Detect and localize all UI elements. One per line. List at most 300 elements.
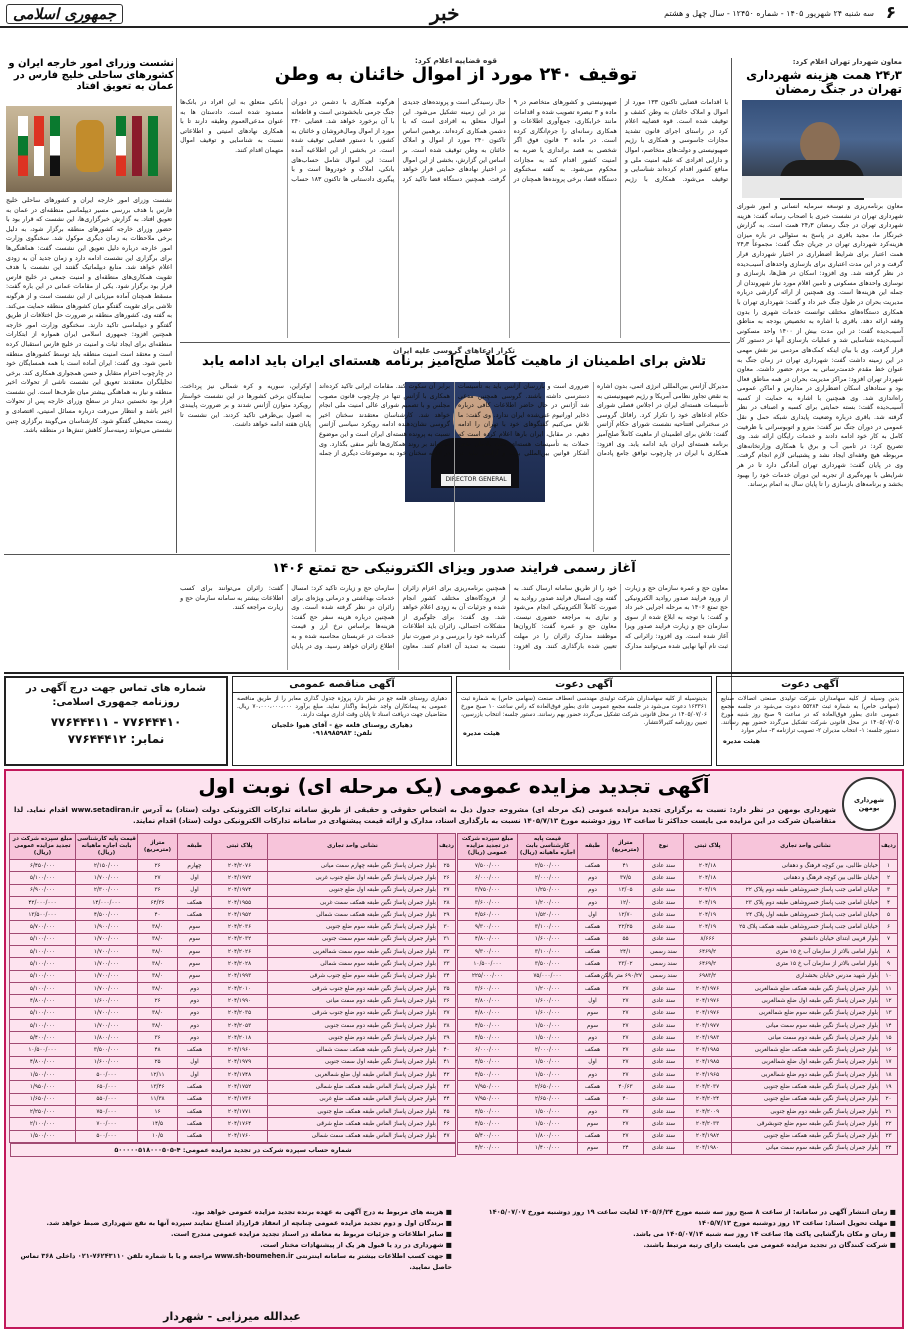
auction-table-cell: همکف (578, 1093, 608, 1105)
story-tehran-kicker: معاون شهردار تهران اعلام کرد: (792, 58, 902, 66)
auction-note: ■ برندگان اول و دوم تجدید مزایده عمومی چنانچه از انعقاد قرارداد امتناع نمایند سپرده آنها به نفع شهرداری ضبط خواهد شد. (46, 1219, 452, 1227)
auction-table-row (10, 921, 456, 933)
auction-table-cell: ۲۰۴/۲۰۲۶ (212, 946, 268, 958)
auction-table-cell: ۴/۵۶۰/۰۰۰ (458, 909, 518, 921)
auction-table-cell: بلوار جمران پاساژ نگین طبقه اول ضلع شمالغربی (732, 995, 880, 1007)
grossi-photo: DIRECTOR GENERAL (405, 382, 545, 502)
auction-table-cell: همکف (578, 970, 608, 982)
auction-table-cell: ۲۰۴/۲۰۲۸ (212, 958, 268, 970)
story-tehran-body: معاون برنامه‌ریزی و توسعه سرمایه انسانی و امور شورای شهرداری تهران در نشست خبری با اصحاب رسانه گفت: هزینه شهرداری تهران در جنگ رمضان ۲۴٫۳ همت است. به گزارش خبرنگار ما، مجید باقری در پاسخ به سئوالی در باره میزان هزینه‌کرد شهرداری تهران در جریان جنگ گفت: مجموعاً ۲۴٫۳ همت اعتبار برای شرایط اضطراری در اختیار شهرداری قرار گرفت و در این مدت اعتباری برای بازسازی واحدهای آسیب‌دیده در نظر گرفته شد. وی افزود: اسکان در هتل‌ها، بازسازی و نوسازی واحدهای مسکونی و تامین اقلام مورد نیاز شهروندان از جمله این هزینه‌ها است. وی همچنین از ارائه گزارشی درباره مدیریت بحران در طول جنگ خبر داد و گفت: شهرداری تهران با همکاری دستگاه‌های مختلف توانست خدمات شهری را بدون وقفه ارائه دهد. باقری با اشاره به تخصیص بودجه به مناطق آسیب‌دیده گفت: در این مدت بیش از ۱۴۰۰ واحد مسکونی آسیب‌دیده شناسایی شد و عملیات بازسازی آنها در دستور کار قرار گرفت. وی با بیان اینکه کمک‌های مردمی نیز نقش مهمی در این زمینه داشت گفت: شهرداری تهران در زمان جنگ به عنوان خط مقدم خدمت‌رسانی به مردم حضور داشت. معاون شهردار تهران افزود: مراکز مدیریت بحران در همه مناطق فعال بود و ستادهای اسکان اضطراری در مدارس و اماکن عمومی راه‌اندازی شد. وی همچنین با اشاره به حمایت از کسبه آسیب‌دیده گفت: بسته حمایتی برای کسبه و اصناف در نظر گرفته شد. باقری درباره وضعیت پایداری شبکه حمل و نقل عمومی در دوران جنگ نیز گفت: مترو و اتوبوسرانی با ظرفیت کامل به کار خود ادامه دادند و خدمات رایگان ارائه شد. وی تصریح کرد: در تامین آب و برق با همکاری وزارتخانه‌های مربوطه هیچ وقفه‌ای ایجاد نشد و پشتیبانی لازم انجام گرفت. وی در پایان گفت: شهرداری تهران آمادگی دارد تا در هر شرایطی با بهره‌گیری از تجربه این دوران خدمات خود را بهبود بخشد و برنامه‌های بازسازی را تا پایان سال به اتمام برساند. (737, 203, 903, 489)
auction-table-cell: اول (178, 1056, 212, 1068)
section-title: خبر (430, 1, 460, 25)
auction-table-cell: ۲۰۴/۱۹۸۳ (684, 1032, 732, 1044)
auction-table-cell: ۲۷ (608, 1069, 644, 1081)
auction-table-cell: ۲۰۴/۱۹۸۵ (684, 1056, 732, 1068)
auction-table-row (10, 1130, 456, 1142)
auction-table-cell: خیابان امامی جنب پاساژ خسروشاهی طبقه اول پلاک ۲۴ (732, 909, 880, 921)
auction-table-cell: ۱/۷۰۰/۰۰۰ (76, 872, 138, 884)
auction-table-row (458, 909, 898, 921)
auction-table-cell: ۲۲۵/۰۰۰/۰۰۰ (458, 970, 518, 982)
newspaper-logo: جمهوری اسلامی (6, 4, 123, 24)
auction-table-cell: ۱۴/۰۰۰/۰۰۰ (76, 896, 138, 908)
auction-table-cell: بلوار جمران پاساژ الماس طبقه همکف سمت شمالی (268, 1130, 438, 1142)
auction-table-cell: ۱/۶۰۰/۰۰۰ (518, 995, 578, 1007)
auction-table-cell: ۲/۶۵۰/۰۰۰ (518, 1081, 578, 1093)
auction-table-cell: ۲۰۴/۲۰۵۳ (212, 1019, 268, 1031)
auction-table-cell: ۳/۵۰۰/۰۰۰ (518, 958, 578, 970)
auction-table-cell: ۲۶ (438, 872, 456, 884)
auction-table-cell: ۲۵ (438, 860, 456, 872)
auction-table-cell: ۹/۳۰۰/۰۰۰ (458, 946, 518, 958)
auction-table-cell: ۳۸/۰ (138, 1007, 178, 1019)
ad-tender-title: آگهی مناقصه عمومی (233, 677, 451, 693)
auction-table-cell: ۲۰۴/۱۹۷۴ (212, 884, 268, 896)
auction-table-cell: ۱/۵۰۰/۰۰۰ (518, 1118, 578, 1130)
ad-contact-fax: نمابر: ۷۷۶۴۴۴۱۲ (67, 732, 165, 746)
auction-table-cell: ۱۹ (880, 1081, 898, 1093)
auction-table-cell: ۱/۵۰۰/۰۰۰ (518, 1032, 578, 1044)
auction-table-cell: ۱۰/۵۰۰/۰۰۰ (10, 1044, 76, 1056)
auction-table-row (458, 860, 898, 872)
auction-table-cell: ۴/۵۰۰/۰۰۰ (76, 909, 138, 921)
auction-table-row (458, 995, 898, 1007)
auction-table-cell: ۷ (880, 933, 898, 945)
auction-table-cell: سند رسمی (644, 958, 684, 970)
auction-header-cell: نشانی واحد تجاری (732, 834, 880, 860)
auction-table-cell: ۲۰۴/۲۰۳۶ (212, 921, 268, 933)
auction-table-cell: بلوار جمران پاساژ نگین طبقه دوم ضلع جنوبی (268, 1032, 438, 1044)
auction-table-cell: ۵/۱۰۰/۰۰۰ (10, 982, 76, 994)
auction-table-row (10, 1093, 456, 1105)
auction-table-cell: ۱/۵۲۰/۰۰۰ (518, 909, 578, 921)
auction-table-cell: بلوار جمران پاساژ الماس طبقه اول ضلع شمالغربی (268, 1069, 438, 1081)
auction-note: ■ زمان انتشار آگهی در سامانه: از ساعت ۸ صبح روز سه شنبه مورخ ۱۴۰۵/۶/۲۴ لغایت ساعت ۱۹ روز دوشنبه مورخ ۱۴۰۵/۰۷/۰۷ (488, 1208, 896, 1216)
auction-table-cell: سوم (578, 1019, 608, 1031)
auction-table-cell: سوم (578, 1142, 608, 1154)
auction-table-cell: ۲۶ (138, 995, 178, 1007)
story-iaea-kicker: تکرار ادعاهای گروسی علیه ایران (393, 346, 515, 355)
auction-table-cell: ۲۰۴/۲۰۳۵ (212, 1007, 268, 1019)
auction-table-cell: همکف (178, 1093, 212, 1105)
auction-table-cell: ۲/۶۵۰/۰۰۰ (518, 1093, 578, 1105)
auction-table-cell: بلوار جمران پاساژ نگین طبقه سوم سمت شمالغربی (268, 946, 438, 958)
story-judiciary (186, 56, 726, 94)
auction-table-cell: بلوار جمران پاساژ نگین طبقه دوم ضلع جنوب شرقی (268, 982, 438, 994)
auction-table-cell: بلوار جمران پاساژ الماس طبقه همکف ضلع جنوبی (268, 1105, 438, 1117)
auction-table-cell: ۲۷ (608, 1032, 644, 1044)
auction-table-cell: ۳۴ (438, 970, 456, 982)
auction-table-cell: ۱۰ (880, 970, 898, 982)
auction-table-cell: ۱۲ (880, 995, 898, 1007)
auction-table-cell: ۴۲ (438, 1069, 456, 1081)
auction-table-cell: ۲۷ (608, 995, 644, 1007)
auction-table-cell: ۳/۶۰۰/۰۰۰ (458, 982, 518, 994)
auction-table-cell: ۲۰۴/۱۷۵۲ (212, 1081, 268, 1093)
auction-table-cell: ۵ (880, 909, 898, 921)
auction-table-cell: همکف (578, 860, 608, 872)
auction-table-cell: بلوار جمران پاساژ نگین طبقه دوم سمت میانی (268, 995, 438, 1007)
auction-table-cell: ۱/۹۰۰/۰۰۰ (76, 921, 138, 933)
auction-table-cell: همکف (578, 958, 608, 970)
auction-table-cell: ۵/۷۰۰/۰۰۰ (10, 921, 76, 933)
auction-table-cell: ۴۰ (138, 909, 178, 921)
auction-table-cell: همکف (178, 1130, 212, 1142)
auction-table-cell: خیابان امامی جنب پاساژ خسروشاهی طبقه دوم پلاک ۲۲ (732, 884, 880, 896)
auction-table-row (10, 1032, 456, 1044)
auction-table-cell: ۲۰۴/۱۹۸۵ (684, 1044, 732, 1056)
auction-table-cell: بلوار جمران پاساژ نگین طبقه اول سمت جنوبی (268, 1056, 438, 1068)
auction-table-cell: ۷۵۰/۰۰۰ (76, 1105, 138, 1117)
auction-note: ■ زمان و مکان بازگشایی پاکت ها: ساعت ۱۴ روز سه شنبه ۱۴۰۵/۰۷/۱۴ می باشد. (633, 1230, 896, 1238)
auction-table-cell: ۸ (880, 946, 898, 958)
auction-table-cell: ۱/۲۰۰/۰۰۰ (518, 896, 578, 908)
auction-table-cell: ۶/۰۰۰/۰۰۰ (458, 872, 518, 884)
auction-table-cell: ۵/۱۰۰/۰۰۰ (10, 1019, 76, 1031)
auction-table-cell: ۱۶ (880, 1044, 898, 1056)
auction-table-row (458, 1019, 898, 1031)
auction-table-cell: ۲۰۴/۱۷۴۸ (212, 1069, 268, 1081)
auction-table-cell: بلوار جمران پاساژ نگین طبقه دوم ضلع جنوب شرقی (268, 1007, 438, 1019)
auction-table-row (10, 896, 456, 908)
auction-note: ■ هزینه های مربوط به درج آگهی به عهده برنده تجدید مزایده عمومی خواهد بود. (191, 1208, 452, 1216)
auction-table-cell: بلوار جمران پاساژ الماس طبقه همکف ضلع شمالی (268, 1081, 438, 1093)
auction-notes-right (456, 1207, 896, 1251)
auction-table-cell: خیابان طالبی بین کوچه فرهنگ و دهقانی (732, 872, 880, 884)
auction-table-cell: ۲۰۴/۱۹۶۰ (212, 1044, 268, 1056)
auction-table-row (458, 896, 898, 908)
auction-table-cell: ۱/۶۵۰/۰۰۰ (10, 1093, 76, 1105)
auction-table-cell: سند عادی (644, 860, 684, 872)
auction-table-row (458, 958, 898, 970)
auction-table-cell: ۱/۶۰۰/۰۰۰ (76, 1056, 138, 1068)
auction-table-cell: ۶۴/۳۶ (138, 896, 178, 908)
auction-table-cell: بلوار جمران پاساژ نگین طبقه همکف سمت شمالی (268, 909, 438, 921)
auction-table-cell: ۴/۵۰۰/۰۰۰ (458, 1032, 518, 1044)
auction-table-cell: ۲۰۴/۱۷۳۶ (212, 1093, 268, 1105)
auction-table-cell: ۲۰۴/۱۹۸۲ (684, 1130, 732, 1142)
auction-header-cell: قیمت پایه کارشناسی بابت اجاره ماهیانه (ریال) (76, 834, 138, 860)
auction-table-cell: ۲۷ (608, 1007, 644, 1019)
auction-table-cell: ۱/۲۵۰/۰۰۰ (518, 884, 578, 896)
auction-table-cell: ۷۰۰/۰۰۰ (76, 1118, 138, 1130)
auction-table-cell: سند عادی (644, 896, 684, 908)
auction-table-cell: ۵/۱۰۰/۰۰۰ (10, 958, 76, 970)
auction-table-cell: سند عادی (644, 884, 684, 896)
auction-table-cell: ۷/۵۰۰/۰۰۰ (458, 860, 518, 872)
auction-table-cell: ۴/۸۰۰/۰۰۰ (458, 995, 518, 1007)
auction-header-cell: طبقه (178, 834, 212, 860)
auction-table-cell: ۱/۶۰۰/۰۰۰ (518, 1007, 578, 1019)
page-header (0, 0, 908, 28)
auction-table-row (10, 909, 456, 921)
auction-table-cell: ۲۷ (608, 1118, 644, 1130)
story-judiciary-body: با اقدامات قضایی تاکنون ۱۳۳ مورد از اموال و املاک خائنان به وطن کشف و توقیف شده است. قوه قضاییه اعلام کرد در راستای اجرای قانون تشدید مجازات جاسوسی و همکاری با رژیم صهیونیستی و دولت‌های متخاصم، اموال و دارایی افرادی که علیه امنیت ملی و منافع کشور اقدام کرده‌اند شناسایی و توقیف می‌شود. همکاری با رژیم صهیونیستی و کشورهای متخاصم در ۹ ماده و ۳ تبصره تصویب شده و اقدامات مانند خرابکاری، جمع‌آوری اطلاعات و همکاری رسانه‌ای را جرم‌انگاری کرده است. در ماده ۳ قانون فوق اگر شخصی به قصد براندازی یا ضربه به امنیت کشور اقدام کند به مجازات محکوم می‌شود. به گفته سخنگوی دستگاه قضا، برخی پرونده‌ها همچنان در حال رسیدگی است و پرونده‌های جدیدی نیز در این زمینه تشکیل می‌شود. این اموال متعلق به افرادی است که با دشمن همکاری کرده‌اند. برهمین اساس تاکنون ۲۴۰ مورد از اموال و املاک خائنان به وطن توقیف شده است. بر اساس این گزارش، بخشی از این اموال در اختیار نهادهای حمایتی قرار خواهد گرفت. همچنین دستگاه قضا تاکید کرد هرگونه همکاری با دشمن در دوران جنگ جرمی نابخشودنی است و قاطعانه با آن برخورد خواهد شد. قضایی ۲۴۰ مورد از اموال ومال‌فروشان و خائنان به کشور، با دستور قضایی توقیف شده است. در بخشی از این اطلاعیه آمده است: این اموال شامل حساب‌های بانکی، املاک و خودروها است و با پیگیری دادستانی ها تاکنون ۱۸۳ حساب بانکی متعلق به این افراد در بانک‌ها مسدود شده است. دادستان ها به عنوان مدعی‌العموم وظیفه دارند تا با همکاری نهادهای امنیتی و اطلاعاتی نسبت به شناسایی و توقیف اموال متهمان اقدام کنند. (180, 99, 728, 183)
auction-table-cell: چهارم (178, 860, 212, 872)
auction-table-row (458, 1069, 898, 1081)
story-iaea-body: مدیرکل آژانس بین‌المللی انرژی اتمی، بدون اشاره به نقض تجاوز نظامی آمریکا و رژیم صهیونیستی به تأسیسات هسته‌ای ایران در اجلاس فصلی شورای حکام ادعاهای خود را تکرار کرد. رافائل گروسی در سخنرانی افتتاحیه نشست شورای حکام آژانس گفت: تلاش برای اطمینان از ماهیت کاملاً صلح‌آمیز برنامه هسته‌ای ایران باید ادامه یابد. وی افزود: همکاری با ایران در چارچوب توافق جامع پادمان ضروری است و بازرسان آژانس باید به تأسیسات دسترسی داشته باشند. گروسی همچنین مدعی شد آژانس در حال حاضر اطلاعات کافی درباره ذخایر اورانیوم غنی‌شده ایران ندارد. وی گفت: ما تلاش می‌کنیم گفتگوهای خود با تهران را ادامه دهیم. در مقابل، ایران بارها اعلام کرده است که حملات به تأسیسات هسته‌ای تحت پادمان نقض آشکار قوانین بین‌المللی بوده و آژانس نباید در برابر آن سکوت کند. مقامات ایرانی تاکید کرده‌اند همکاری با آژانس تنها در چارچوب قانون مصوب مجلس و با تصمیم شورای عالی امنیت ملی انجام خواهد شد. کارشناسان معتقدند سخنان اخیر گروسی نشان‌دهنده ادامه رویکرد سیاسی آژانس نسبت به پرونده هسته‌ای ایران است و این موضوع می‌تواند بر روند همکاری‌ها تأثیر منفی بگذارد. وی در ادامه سخنان خود به موضوعات دیگری از جمله اوکراین، سوریه و کره شمالی نیز پرداخت. نمایندگان برخی کشورها در این نشست خواستار رویکرد متوازن آژانس شدند و بر ضرورت پایبندی به اصول بی‌طرفی تاکید کردند. این نشست تا پایان هفته ادامه خواهد داشت. (180, 383, 728, 458)
deposit-account-note: شماره حساب سپرده شرکت در تجدید مزایده عمومی: ۴-۵۰۰۰۰۰۵۱۸۰۰۰۵۰۵ (10, 1143, 456, 1157)
auction-table-row (10, 958, 456, 970)
auction-table-row (10, 1118, 456, 1130)
ad-tender (232, 676, 452, 766)
mayor-signature: عبدالله میرزایی - شهردار (163, 1310, 301, 1323)
auction-table-cell: ۲/۱۵۰/۰۰۰ (76, 860, 138, 872)
auction-header-cell: مبلغ سپرده شرکت در تجدید مزایده عمومی (ریال) (10, 834, 76, 860)
auction-table-cell: سوم (578, 1007, 608, 1019)
auction-table-cell: بلوار جمران پاساژ نگین طبقه سوم ضلع جنوبشرقی (732, 1118, 880, 1130)
auction-table-cell: ۲۸ (438, 896, 456, 908)
auction-table-cell: بلوار جمران پاساژ نگین طبقه سوم سمت میانی (732, 1142, 880, 1154)
auction-intro: شهرداری بومهن در نظر دارد: نسبت به برگزاری تجدید مزایده عمومی (یک مرحله ای) مشروحه جدول ذیل به اشخاص حقوقی و حقیقی از طریق سامانه تدارکات الکترونیکی دولت (ستاد) به آدرس www.setadiran.ir اقدام نماید. لذا متقاضیان شرکت در این مزایده می بایست حداکثر تا ساعت ۱۳ روز دوشنبه مورخ ۱۴۰۵/۷/۱۳ نسبت به بارگذاری اسناد، مدارک و ارائه قیمت پیشنهادی در سامانه تدارکات الکترونیکی دولت (ستاد) اقدام نمایند. (14, 806, 836, 825)
auction-table-cell: دوم (578, 884, 608, 896)
auction-table-cell: سند رسمی (644, 970, 684, 982)
auction-table-cell: سند عادی (644, 909, 684, 921)
auction-table-cell: ۲۰۴/۱۹۷۲ (212, 872, 268, 884)
auction-table-cell: ۶۹۸۳/۲ (684, 970, 732, 982)
auction-table-cell: بلوار جمران پاساژ نگین طبقه همکف ضلع شمالغربی (732, 1044, 880, 1056)
auction-table-row (10, 1105, 456, 1117)
auction-table-cell: اول (178, 872, 212, 884)
auction-table-cell: ۳/۶۰۰/۰۰۰ (458, 896, 518, 908)
auction-table-cell: ۲۰۴/۱۹ (684, 909, 732, 921)
auction-table-cell: ۲۰۴/۱۹۷۹ (212, 1056, 268, 1068)
official-speaker-photo (742, 100, 902, 198)
auction-table-cell: ۱/۷۰۰/۰۰۰ (76, 970, 138, 982)
auction-table-cell: سند رسمی (644, 946, 684, 958)
auction-table-cell: ۳/۷۵۰/۰۰۰ (458, 884, 518, 896)
auction-table-cell: ۶۴۶۹/۲ (684, 958, 732, 970)
auction-table-cell: همکف (578, 1044, 608, 1056)
ad-invite-2-body: بدین وسیله از کلیه سهامداران شرکت تولیدی صنعتی اتصالات صنایع (سهامی خاص) به شماره ثبت ۵۵۲۸۴ دعوت می‌شود در جلسه مجمع عمومی عادی بطور فوق‌العاده که در ساعت ۹ صبح روز شنبه مورخ ۱۴۰۵/۰۷/۰۵ در محل قانونی شرکت تشکیل می‌گردد حضور بهم رسانند. دستور جلسه: ۱- انتخاب مدیران ۲- تصویب ترازنامه ۳- سایر موارد (721, 696, 899, 734)
auction-table-row (458, 1044, 898, 1056)
story-judiciary-title: توقیف ۲۴۰ مورد از اموال خائنان به وطن (274, 64, 638, 85)
auction-table-cell: ۱/۶۰۰/۰۰۰ (518, 933, 578, 945)
auction-table-cell: ۱/۷۰۰/۰۰۰ (76, 982, 138, 994)
auction-table-cell: ۳۰ (438, 921, 456, 933)
auction-table-cell: سند عادی (644, 1105, 684, 1117)
auction-table-cell: ۴۶ (438, 1118, 456, 1130)
auction-table-cell: ۲۱ (880, 1105, 898, 1117)
auction-table-cell: ۲۲/۲۵ (608, 921, 644, 933)
auction-table-cell: ۵/۱۰۰/۰۰۰ (10, 970, 76, 982)
story-judiciary-kicker: قوه قضاییه اعلام کرد: (414, 56, 498, 65)
ad-invite-1-title: آگهی دعوت (457, 677, 711, 693)
auction-table-cell: سند عادی (644, 1093, 684, 1105)
auction-table-row (458, 970, 898, 982)
auction-table-cell: همکف (578, 1130, 608, 1142)
auction-table-cell: ۳۸/۰ (138, 933, 178, 945)
auction-table-cell: خیابان طالبی، بین کوچه فرهنگ و دهقانی (732, 860, 880, 872)
auction-table-cell: ۵/۱۰۰/۰۰۰ (10, 933, 76, 945)
auction-table-cell: ۹ (880, 958, 898, 970)
auction-table-cell: ۹/۳۰۰/۰۰۰ (458, 921, 518, 933)
auction-table-cell: ۲/۱۰۰/۰۰۰ (10, 1118, 76, 1130)
ad-invite-2-sign: هیئت مدیره (723, 737, 761, 745)
auction-table-cell: ۳۶ (438, 995, 456, 1007)
auction-table-cell: همکف (178, 1044, 212, 1056)
auction-table-cell: ۲۰۴/۱۷۷۱ (212, 1105, 268, 1117)
auction-table-row (458, 1093, 898, 1105)
auction-table-cell: بلوار امامی بالاتر از سازمان آب خ ۱۵ متری (732, 958, 880, 970)
auction-table-row (10, 872, 456, 884)
auction-table-cell: بلوار جمران پاساژ نگین طبقه دوم سمت جنوبی (268, 1019, 438, 1031)
auction-table-cell: بلوار جمران پاساژ نگین طبقه سوم سمت شمالی (268, 958, 438, 970)
auction-table-cell: سوم (578, 1118, 608, 1130)
auction-table-cell: ۲۷ (608, 1056, 644, 1068)
auction-table-row (10, 970, 456, 982)
auction-table-cell: سند عادی (644, 1069, 684, 1081)
auction-table-cell: ۱۳/۰۵ (608, 884, 644, 896)
ad-tender-body: دهیاری روستای قلعه جغ در نظر دارد پروژه جدول گذاری معابر را از طریق مناقصه عمومی به پیمانکاران واجد شرایط واگذار نماید. مبلغ برآورد ۷۰،۰۰۰،۰۰۰،۰۰۰ ریال. متقاضیان جهت دریافت اسناد تا پایان وقت اداری مهلت دارند. (237, 696, 447, 718)
auction-table-cell: سند عادی (644, 1007, 684, 1019)
auction-table-cell: ۲۰۴/۲۰۱۰ (212, 982, 268, 994)
auction-table-cell: ۱۲/۰ (608, 896, 644, 908)
auction-table-cell: ۳ (880, 884, 898, 896)
auction-table-cell: ۲/۰۰۰/۰۰۰ (518, 872, 578, 884)
auction-table-row (458, 1081, 898, 1093)
auction-note: ■ جهت کسب اطلاعات بیشتر به سامانه اینترنتی www.sh-boumehen.ir مراجعه و یا با شماره تلفن ۷۶۲۴۳۱۱۰-۰۲۱ داخلی ۳۶۸ تماس حاصل نمایید. (20, 1252, 452, 1271)
auction-table-cell: همکف (578, 921, 608, 933)
auction-table-cell: ۱ (880, 860, 898, 872)
ad-invite-2 (716, 676, 904, 766)
auction-table-cell: ۶۹۰/۲۷ متر بالکن (608, 970, 644, 982)
auction-table-cell: ۱۲/۱۱ (138, 1069, 178, 1081)
auction-table-cell: ۳۸/۰ (138, 970, 178, 982)
auction-table-cell: ۳۷ (438, 1007, 456, 1019)
auction-table-cell: ۴۸ (138, 1044, 178, 1056)
auction-table-cell: ۷۵/۰۰۰/۰۰۰ (518, 970, 578, 982)
auction-table-cell: ۲۰۴/۱۹۷۶ (684, 982, 732, 994)
ad-contact-phones: ۷۷۶۴۴۴۱۰ - ۷۷۶۴۴۴۱۱ (50, 715, 182, 729)
auction-table-cell: ۴/۸۰۰/۰۰۰ (10, 995, 76, 1007)
auction-table-cell: ۲۰۴/۱۷۶۰ (212, 1130, 268, 1142)
auction-table-row (458, 1056, 898, 1068)
auction-note: ■ مهلت تحویل اسناد: ساعت ۱۳ روز دوشنبه مورخ ۱۴۰۵/۷/۱۳ (698, 1219, 896, 1227)
auction-table-cell: ۵۵۰/۰۰۰ (76, 1093, 138, 1105)
auction-table-cell: ۲۶ (138, 860, 178, 872)
flags-photo (6, 106, 172, 192)
auction-table-cell: ۴/۵۰۰/۰۰۰ (458, 1105, 518, 1117)
auction-table-cell: ۵/۱۰۰/۰۰۰ (10, 946, 76, 958)
auction-table-row (458, 933, 898, 945)
auction-header-cell: متراژ (مترمربع) (608, 834, 644, 860)
auction-table-cell: ۲۴ (880, 1142, 898, 1154)
auction-table-cell: ۴۳ (438, 1081, 456, 1093)
auction-table-cell: بلوار فریبی ابتدای خیابان دانشجو (732, 933, 880, 945)
ad-invite-2-title: آگهی دعوت (717, 677, 903, 693)
auction-table-row (10, 946, 456, 958)
auction-table-cell: سوم (178, 958, 212, 970)
auction-table-cell: ۲۷ (438, 884, 456, 896)
auction-table-cell: ۴۱ (608, 860, 644, 872)
auction-table-row (10, 1019, 456, 1031)
auction-table-cell: ۳۲ (438, 946, 456, 958)
auction-table-cell: ۳۱ (438, 933, 456, 945)
auction-table-cell: ۴/۸۰۰/۰۰۰ (10, 1056, 76, 1068)
auction-table-row (458, 1105, 898, 1117)
auction-table-cell: ۳۸/۰ (138, 946, 178, 958)
auction-table-cell: ۴ (880, 896, 898, 908)
issue-date-line: سه شنبه ۲۴ شهریور ۱۴۰۵ - شماره ۱۲۴۵۰ - سال چهل و هشتم (664, 8, 874, 18)
auction-table-cell: همکف (178, 909, 212, 921)
ad-invite-1 (456, 676, 712, 766)
auction-table-cell: ۲۰ (880, 1093, 898, 1105)
auction-table-cell: سند عادی (644, 982, 684, 994)
auction-table-row (458, 921, 898, 933)
auction-table-cell: ۴۰ (608, 1093, 644, 1105)
auction-table-cell: ۴/۵۰۰/۰۰۰ (458, 1056, 518, 1068)
auction-table-cell: ۲۰۴/۱۸ (684, 872, 732, 884)
auction-header-cell: پلاک ثبتی (212, 834, 268, 860)
auction-table-cell: ۶ (880, 921, 898, 933)
auction-table-cell: اول (178, 884, 212, 896)
auction-table-cell: ۱/۵۰۰/۰۰۰ (518, 1019, 578, 1031)
auction-table-cell: ۳۵ (438, 982, 456, 994)
auction-table-cell: سوم (178, 946, 212, 958)
auction-table-cell: ۲۰۴/۱۹۶۵ (684, 1069, 732, 1081)
auction-table-cell: ۱/۵۰۰/۰۰۰ (10, 1130, 76, 1142)
auction-table-row (10, 860, 456, 872)
auction-table-row (10, 1007, 456, 1019)
auction-table-cell: اول (578, 909, 608, 921)
auction-table-cell: بلوار جمران پاساژ الماس طبقه همکف ضلع شرقی (268, 1118, 438, 1130)
auction-table-row (458, 872, 898, 884)
auction-table-row (10, 1056, 456, 1068)
auction-table-cell: ۱۳ (880, 1007, 898, 1019)
municipality-logo (842, 777, 896, 831)
auction-table-cell: ۲۰۴/۱۹۷۷ (684, 1019, 732, 1031)
auction-table-cell: ۳۷/۵ (608, 872, 644, 884)
auction-table-cell: ۴/۸۰۰/۰۰۰ (458, 933, 518, 945)
auction-table-cell: همکف (178, 896, 212, 908)
auction-table-cell: ۳۹ (438, 1032, 456, 1044)
auction-table-cell: همکف (578, 933, 608, 945)
auction-table-cell: ۱۰/۵۰۰/۰۰۰ (458, 958, 518, 970)
auction-table-cell: سند عادی (644, 872, 684, 884)
auction-table-left (10, 833, 456, 1157)
auction-table-row (10, 1081, 456, 1093)
auction-header-cell: پلاک ثبتی (684, 834, 732, 860)
auction-table-cell: همکف (178, 1118, 212, 1130)
auction-table-cell: ۳/۱۰۰/۰۰۰ (518, 946, 578, 958)
auction-header-cell: طبقه (578, 834, 608, 860)
auction-table-cell: ۲۰۴/۲۰۳۲ (212, 933, 268, 945)
auction-table-cell: ۶۴۶۹/۲ (684, 946, 732, 958)
auction-table-cell: ۱/۲۰۰/۰۰۰ (518, 982, 578, 994)
auction-table-cell: ۳۸ (438, 1019, 456, 1031)
auction-table-cell: ۷/۹۵۰/۰۰۰ (458, 1093, 518, 1105)
auction-header-cell: نشانی واحد تجاری (268, 834, 438, 860)
auction-table-cell: سوم (178, 970, 212, 982)
auction-table-cell: ۵۰۰/۰۰۰ (76, 1130, 138, 1142)
auction-table-cell: بلوار جمران پاساژ نگین طبقه دوم ضلع جنوبی (732, 1105, 880, 1117)
story-gulf-title: نشست وزرای امور خارجه ایران و کشورهای ساحلی خلیج فارس در عمان به تعویق افتاد (8, 58, 174, 92)
story-gulf-body: نشست وزرای امور خارجه ایران و کشورهای ساحلی خلیج فارس با هدف بررسی مسیر دیپلماسی منطقه‌ای در عمان به تعویق افتاد. به گزارش خبرگزاری‌ها، این نشست که قرار بود با حضور وزرای خارجه کشورهای منطقه برگزار شود، به دلیل برخی ملاحظات به زمان دیگری موکول شد. سخنگوی وزارت امور خارجه درباره دلیل تعویق این نشست گفت: هماهنگی‌ها برای برگزاری این نشست ادامه دارد و زمان جدید آن به زودی اعلام خواهد شد. منابع دیپلماتیک گفتند این نشست با هدف تقویت همکاری‌های منطقه‌ای و امنیت جمعی در خلیج فارس قرار بود برگزار شود. یکی از مقامات عمانی در این باره گفت: مسقط همچنان آماده میزبانی از این نشست است و از هرگونه تلاشی برای تقویت گفتگو میان کشورهای منطقه حمایت می‌کند. به گفته وی، کشورهای منطقه بر ضرورت حل اختلافات از طریق گفتگو و دیپلماسی تاکید دارند. سخنگوی وزارت امور خارجه همچنین افزود: جمهوری اسلامی ایران همواره از ابتکارات منطقه‌ای برای ایجاد ثبات و امنیت در خلیج فارس استقبال کرده است و معتقد است امنیت منطقه باید توسط کشورهای منطقه تامین شود. وی گفت: ایران آماده است با همه همسایگان خود در چارچوب احترام متقابل و حسن همجواری همکاری کند. برخی تحلیلگران معتقدند تعویق این نشست ناشی از تحولات اخیر منطقه و نیاز به هماهنگی بیشتر میان طرف‌ها است. این نشست قرار بود نخستین دیدار در سطح وزرای خارجه پس از تحولات اخیر باشد و انتظار می‌رفت درباره مسائل امنیتی، اقتصادی و زیست محیطی گفتگو شود. کارشناسان می‌گویند برگزاری چنین نشستی می‌تواند زمینه‌ساز کاهش تنش‌ها در منطقه باشد. (5, 197, 172, 435)
auction-table-cell: ۶۵۰/۰۰۰ (76, 1081, 138, 1093)
auction-table-cell: اول (178, 1069, 212, 1081)
auction-table-cell: ۵/۴۰۰/۰۰۰ (458, 1130, 518, 1142)
auction-table-cell: ۲۰۴/۱۹۷۶ (684, 995, 732, 1007)
auction-table-cell: ۲۴ (608, 1142, 644, 1154)
ad-invite-1-body: بدینوسیله از کلیه سهامداران شرکت تولیدی مهندسی انعطاف صنعت (سهامی خاص) به شماره ثبت ۱۶۳۳۶۱ دعوت می‌شود در جلسه مجمع عمومی عادی بطور فوق‌العاده که راس ساعت ۱۰ صبح مورخ ۱۴۰۵/۰۷/۰۶ در محل قانونی شرکت تشکیل می‌گردد حضور بهم رسانند. دستور جلسه: انتخاب بازرسین، تعیین روزنامه کثیرالانتشار. (461, 696, 707, 726)
auction-table-cell: بلوار جمران پاساژ نگین طبقه سوم ضلع جنوب شرقی (268, 970, 438, 982)
auction-table-cell: ۲۰۴/۲۰۳۳ (684, 1118, 732, 1130)
auction-table-cell: ۱/۴۰۰/۰۰۰ (518, 1142, 578, 1154)
auction-table-cell: ۲۷ (608, 982, 644, 994)
auction-table-cell: بلوار جمران پاساژ نگین طبقه دوم ضلع شمالغربی (732, 1069, 880, 1081)
auction-table-cell: ۴۴ (438, 1093, 456, 1105)
auction-table-cell: همکف (578, 946, 608, 958)
